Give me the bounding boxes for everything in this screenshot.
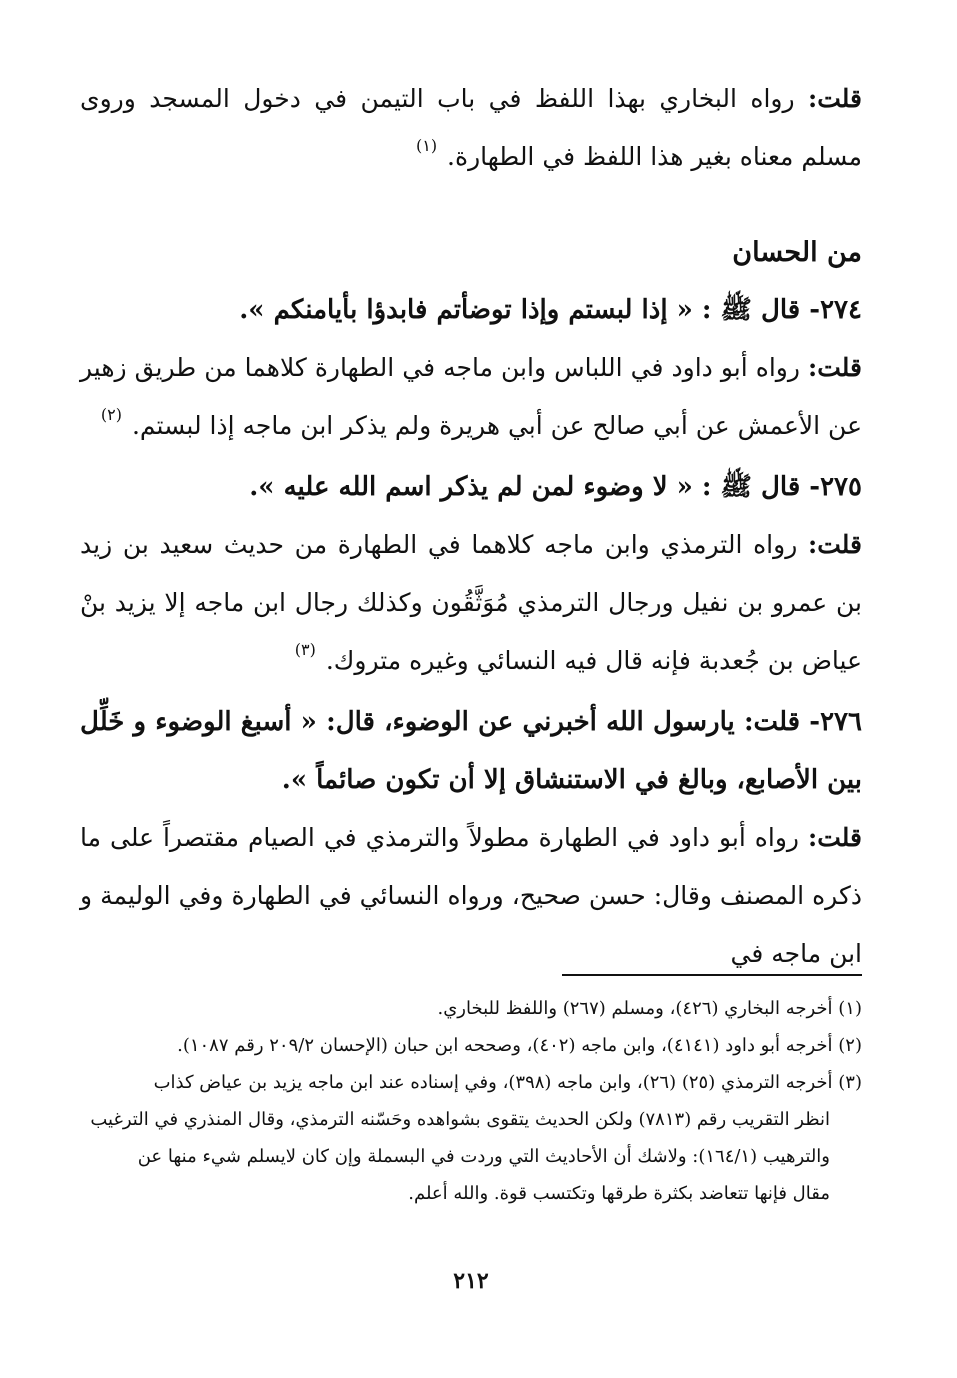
paragraph-text: رواه الترمذي وابن ماجه كلاهما في الطهارة من حديث سعيد بن زيد بن عمرو بن نفيل ورجال الترمذي مُوَثَّقُون وكذلك رجال ابن ماجه إلا يزيد بنْ عياض بن جُعدبة فإنه قال فيه النسائي وغيره متروك. bbox=[80, 530, 862, 675]
hadith-276: ٢٧٦- قلت: يارسول الله أخبرني عن الوضوء، قال: « أسبغ الوضوء و خَلِّل بين الأصابع، وبالغ في الاستنشاق إلا أن تكون صائماً ». bbox=[80, 707, 862, 795]
page-body bbox=[80, 70, 862, 1378]
paragraph-text: رواه أبو داود في اللباس وابن ماجه في الطهارة كلاهما من طريق زهير عن الأعمش عن أبي صالح عن أبي هريرة ولم يذكر ابن ماجه إذا لبستم. bbox=[80, 353, 862, 440]
hadith-275: ٢٧٥- قال ﷺ : « لا وضوء لمن لم يذكر اسم الله عليه ». bbox=[249, 472, 862, 502]
paragraph-lead: قلت: bbox=[808, 84, 863, 113]
footnote-3-continuation: والترهيب (١٦٤/١): ولاشك أن الأحاديث التي وردت في البسملة وإن كان لايسلم شيء منها عن bbox=[137, 1146, 830, 1167]
footnote-divider bbox=[562, 974, 862, 976]
footnotes bbox=[80, 990, 862, 1212]
paragraph-4 bbox=[80, 809, 862, 983]
paragraph-lead: قلت: bbox=[808, 823, 863, 852]
footnote-ref: (٣) bbox=[294, 640, 316, 659]
footnote-1: (١) أخرجه البخاري (٤٢٦)، ومسلم (٢٦٧) واللفظ للبخاري. bbox=[437, 998, 862, 1019]
paragraph-text: رواه البخاري بهذا اللفظ في باب التيمن في دخول المسجد وروى مسلم معناه بغير هذا اللفظ في الطهارة. bbox=[80, 84, 862, 171]
paragraph-text: رواه أبو داود في الطهارة مطولاً والترمذي في الصيام مقتصراً على ما ذكره المصنف وقال: حسن صحيح، ورواه النسائي في الطهارة وفي الوليمة و ابن ماجه في bbox=[80, 823, 862, 968]
footnote-ref: (٢) bbox=[100, 405, 123, 424]
hadith-274: ٢٧٤- قال ﷺ : « إذا لبستم وإذا توضأتم فابدؤا بأيامنكم ». bbox=[239, 295, 862, 325]
footnote-3-continuation: انظر التقريب رقم (٧٨١٣) ولكن الحديث يتقوى بشواهده وحَسّنه الترمذي، وقال المنذري في الترغيب bbox=[90, 1109, 830, 1130]
footnote-3-continuation: مقال فإنها تتعاضد بكثرة طرقها وتكتسب قوة. والله أعلم. bbox=[408, 1183, 830, 1204]
footnote-3: (٣) أخرجه الترمذي (٢٥) (٢٦)، وابن ماجه (٣٩٨)، وفي إسناده عند ابن ماجه يزيد بن عياض كذاب bbox=[153, 1072, 862, 1093]
section-title: من الحسان bbox=[732, 237, 862, 268]
paragraph-lead: قلت: bbox=[807, 530, 862, 559]
footnote-ref: (١) bbox=[416, 136, 438, 155]
footnote-2: (٢) أخرجه أبو داود (٤١٤١)، وابن ماجه (٤٠٢)، وصححه ابن حبان (الإحسان ٢٠٩/٢ رقم ١٠٨٧). bbox=[177, 1035, 862, 1056]
page-number: ٢١٢ bbox=[453, 1268, 489, 1294]
paragraph-3 bbox=[80, 516, 862, 693]
paragraph-2 bbox=[80, 339, 862, 458]
paragraph-lead: قلت: bbox=[807, 353, 862, 382]
paragraph-1 bbox=[80, 70, 862, 189]
